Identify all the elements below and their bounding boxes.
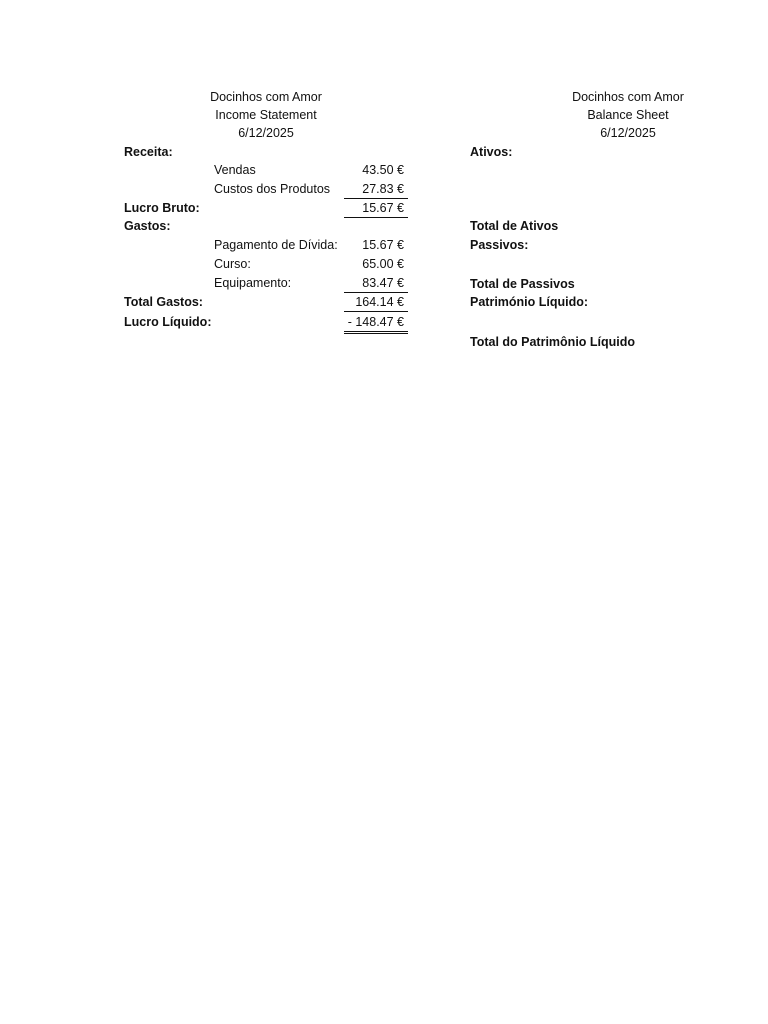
equipment-value-text: 83.47 € bbox=[362, 276, 404, 290]
total-assets-label: Total de Ativos bbox=[470, 219, 559, 233]
gross-profit-value bbox=[344, 199, 408, 218]
sales-label: Vendas bbox=[214, 163, 256, 177]
balance-sheet-title: Balance Sheet bbox=[587, 108, 669, 122]
balance-sheet-clip bbox=[460, 88, 684, 358]
liabilities-label: Passivos: bbox=[470, 238, 529, 252]
income-company-name: Docinhos com Amor bbox=[210, 90, 322, 104]
revenue-label: Receita: bbox=[124, 145, 173, 159]
net-profit-value bbox=[344, 313, 408, 334]
sales-value: 43.50 € bbox=[362, 163, 404, 177]
equipment-value bbox=[344, 274, 408, 293]
equity-label: Património Líquido: bbox=[470, 295, 589, 309]
assets-label: Ativos: bbox=[470, 145, 513, 159]
equipment-label: Equipamento: bbox=[214, 276, 292, 290]
total-liabilities-label: Total de Passivos bbox=[470, 277, 575, 291]
total-equity-label: Total do Patrimônio Líquido bbox=[470, 335, 636, 349]
cogs-value bbox=[344, 180, 408, 199]
debt-payment-label: Pagamento de Dívida: bbox=[214, 238, 338, 252]
gross-profit-value-text: 15.67 € bbox=[362, 201, 404, 215]
total-expenses-value bbox=[344, 293, 408, 312]
cogs-label: Custos dos Produtos bbox=[214, 182, 331, 196]
income-statement-title: Income Statement bbox=[215, 108, 317, 122]
total-expenses-label: Total Gastos: bbox=[124, 295, 203, 309]
income-statement-date: 6/12/2025 bbox=[238, 126, 294, 140]
debt-payment-value: 15.67 € bbox=[362, 238, 404, 252]
cogs-value-text: 27.83 € bbox=[362, 182, 404, 196]
gross-profit-label: Lucro Bruto: bbox=[124, 201, 200, 215]
total-expenses-value-text: 164.14 € bbox=[355, 295, 404, 309]
net-profit-value-text: - 148.47 € bbox=[347, 315, 404, 329]
course-label: Curso: bbox=[214, 257, 251, 271]
balance-sheet-date: 6/12/2025 bbox=[600, 126, 656, 140]
expenses-label: Gastos: bbox=[124, 219, 171, 233]
balance-company-name: Docinhos com Amor bbox=[572, 90, 684, 104]
course-value: 65.00 € bbox=[362, 257, 404, 271]
net-profit-label: Lucro Líquido: bbox=[124, 315, 212, 329]
